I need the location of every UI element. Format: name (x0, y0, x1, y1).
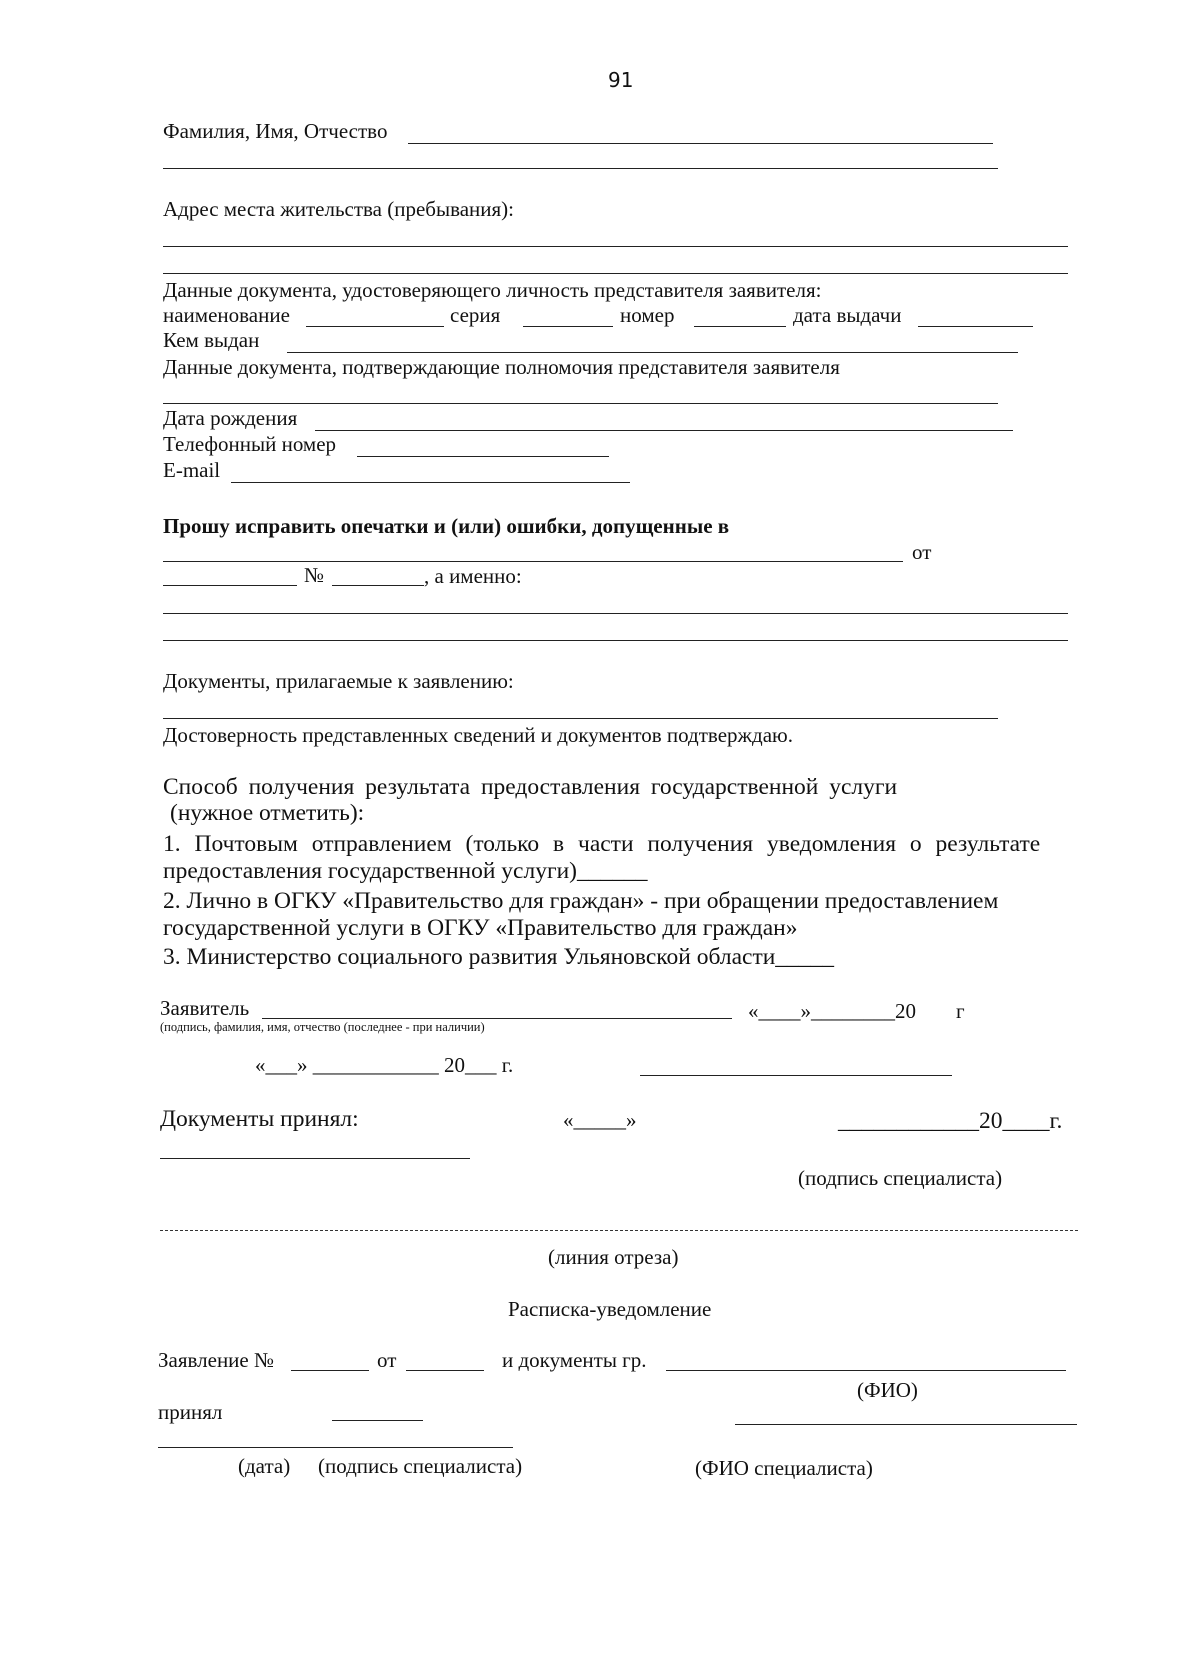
doc-series-label: серия (450, 303, 501, 327)
receipt-fio-specialist-hint: (ФИО специалиста) (695, 1456, 873, 1480)
address-field-line-2[interactable] (163, 273, 1068, 274)
doc-name-field[interactable] (306, 326, 444, 327)
authority-doc-field[interactable] (163, 403, 998, 404)
specialist-sign-hint: (подпись специалиста) (798, 1166, 1003, 1190)
birth-date-field[interactable] (315, 430, 1013, 431)
applicant-hint: (подпись, фамилия, имя, отчество (последнее - при наличии) (160, 1020, 485, 1034)
request-date-field[interactable] (163, 585, 297, 586)
accepted-label: Документы принял: (160, 1106, 359, 1132)
address-field-line[interactable] (163, 246, 1068, 247)
confirmation-text: Достоверность представленных сведений и документов подтверждаю. (163, 723, 793, 747)
receipt-fio-hint: (ФИО) (857, 1378, 918, 1402)
birth-date-label: Дата рождения (163, 406, 298, 430)
request-from-label: от (912, 540, 932, 564)
authority-doc-label: Данные документа, подтверждающие полномочия представителя заявителя (163, 355, 840, 379)
doc-series-field[interactable] (523, 326, 613, 327)
request-number-field[interactable] (332, 585, 424, 586)
receipt-citizen-field[interactable] (666, 1370, 1066, 1371)
delivery-option-1-cont: предоставления государственной услуги)______ (163, 858, 648, 884)
accepted-quote: «_____» (563, 1108, 637, 1132)
request-namely-label: , а именно: (424, 564, 522, 588)
request-details-line-1[interactable] (163, 613, 1068, 614)
accepted-year: ____________20____г. (838, 1108, 1063, 1134)
id-doc-heading: Данные документа, удостоверяющего личность представителя заявителя: (163, 278, 822, 302)
receipt-title: Расписка-уведомление (508, 1297, 712, 1321)
delivery-option-2: 2. Лично в ОГКУ «Правительство для граждан» - при обращении предоставлением (163, 888, 999, 914)
second-date: «___» ____________ 20___ г. (255, 1053, 514, 1077)
applicant-date-suffix: г (956, 999, 965, 1023)
fio-label: Фамилия, Имя, Отчество (163, 119, 388, 143)
receipt-accepted-label: принял (158, 1400, 223, 1424)
delivery-option-2-cont: государственной услуги в ОГКУ «Правительство для граждан» (163, 915, 798, 941)
address-label: Адрес места жительства (пребывания): (163, 197, 515, 221)
receipt-date-signature-field[interactable] (158, 1447, 513, 1448)
receipt-accepted-field[interactable] (332, 1420, 423, 1421)
fio-field-line[interactable] (408, 143, 993, 144)
attachments-label: Документы, прилагаемые к заявлению: (163, 669, 514, 693)
attachments-field[interactable] (163, 718, 998, 719)
receipt-sign-hint: (подпись специалиста) (318, 1454, 523, 1478)
applicant-signature-field[interactable] (262, 1018, 732, 1019)
receipt-statement-number-field[interactable] (291, 1370, 369, 1371)
doc-number-label: номер (620, 303, 675, 327)
request-document-field[interactable] (163, 561, 903, 562)
doc-issue-date-label: дата выдачи (793, 303, 902, 327)
delivery-option-3: 3. Министерство социального развития Ульяновской области_____ (163, 944, 835, 970)
page-number: 91 (608, 68, 634, 92)
request-details-line-2[interactable] (163, 640, 1068, 641)
request-heading: Прошу исправить опечатки и (или) ошибки, допущенные в (163, 514, 730, 538)
email-field[interactable] (231, 482, 630, 483)
delivery-heading-note: (нужное отметить): (170, 800, 365, 826)
phone-field[interactable] (357, 456, 609, 457)
doc-number-field[interactable] (694, 326, 786, 327)
doc-name-label: наименование (163, 303, 290, 327)
issued-by-label: Кем выдан (163, 328, 260, 352)
receipt-date-field[interactable] (406, 1370, 484, 1371)
applicant-date: «____»________20 (748, 999, 916, 1023)
receipt-from-label: от (377, 1348, 397, 1372)
email-label: E-mail (163, 458, 221, 482)
request-number-sign: № (304, 563, 325, 587)
receipt-date-hint: (дата) (238, 1454, 291, 1478)
applicant-label: Заявитель (160, 996, 250, 1020)
cut-line-label: (линия отреза) (548, 1245, 679, 1269)
phone-label: Телефонный номер (163, 432, 337, 456)
issued-by-field[interactable] (287, 352, 1018, 353)
delivery-option-1: 1. Почтовым отправлением (только в части получения уведомления о результате (163, 831, 1041, 857)
receipt-specialist-fio-field[interactable] (735, 1424, 1077, 1425)
cut-line (160, 1230, 1078, 1231)
receipt-statement-label: Заявление № (158, 1348, 275, 1372)
delivery-heading: Способ получения результата предоставления государственной услуги (163, 774, 898, 800)
accepted-field[interactable] (160, 1158, 470, 1159)
second-signature-field[interactable] (640, 1075, 952, 1076)
fio-field-line-2[interactable] (163, 168, 998, 169)
doc-issue-date-field[interactable] (918, 326, 1033, 327)
receipt-docs-label: и документы гр. (502, 1348, 647, 1372)
